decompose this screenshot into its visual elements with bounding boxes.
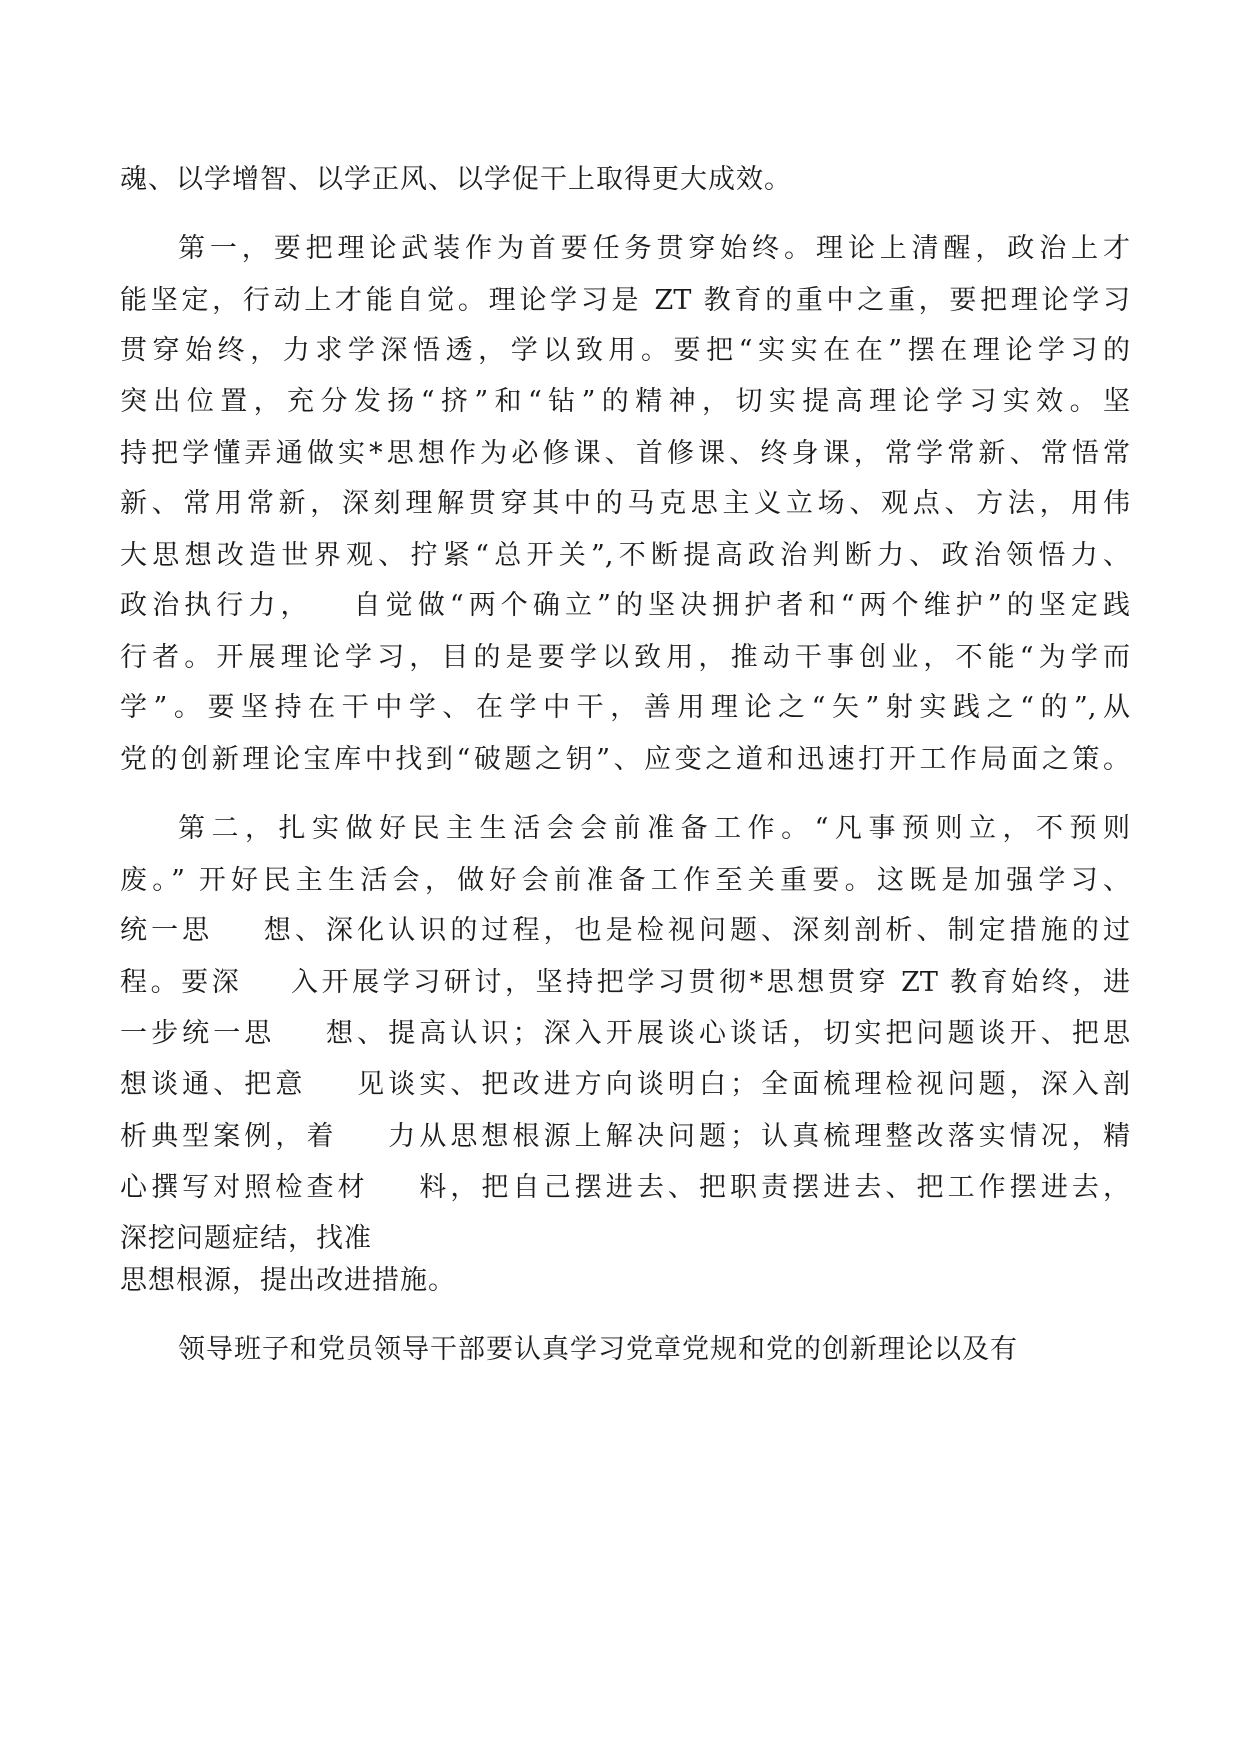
text-line: 新、常用常新，深刻理解贯穿其中的马克思主义立场、观点、方法，用伟 bbox=[120, 488, 1130, 519]
text-line: 党的创新理论宝库中找到“破题之钥”、应变之道和迅速打开工作局面之策。 bbox=[120, 744, 1130, 775]
text-line: 废。” 开好民主生活会，做好会前准备工作至关重要。这既是加强学习、 bbox=[120, 865, 1130, 896]
text-line: 突出位置，充分发扬“挤”和“钻”的精神，切实提高理论学习实效。坚 bbox=[120, 386, 1130, 417]
paragraph-2-first-line: 第二，扎实做好民主生活会会前准备工作。“凡事预则立，不预则 bbox=[178, 813, 1130, 844]
text-line: 想谈通、把意 见谈实、把改进方向谈明白；全面梳理检视问题，深入剖 bbox=[120, 1069, 1130, 1100]
text-line: 学”。要坚持在干中学、在学中干，善用理论之“矢”射实践之“的”,从 bbox=[120, 692, 1130, 723]
paragraph-3-first-line: 领导班子和党员领导干部要认真学习党章党规和党的创新理论以及有 bbox=[178, 1334, 1018, 1365]
text-line: 魂、以学增智、以学正风、以学促干上取得更大成效。 bbox=[120, 164, 792, 195]
text-line: 程。要深 入开展学习研讨，坚持把学习贯彻*思想贯穿 ZT 教育始终，进 bbox=[120, 967, 1130, 998]
text-line: 持把学懂弄通做实*思想作为必修课、首修课、终身课，常学常新、常悟常 bbox=[120, 438, 1130, 469]
text-line: 心撰写对照检查材 料，把自己摆进去、把职责摆进去、把工作摆进去， bbox=[120, 1172, 1130, 1203]
text-line: 能坚定，行动上才能自觉。理论学习是 ZT 教育的重中之重，要把理论学习 bbox=[120, 285, 1130, 316]
text-line: 深挖问题症结，找准 bbox=[120, 1223, 372, 1254]
text-line: 统一思 想、深化认识的过程，也是检视问题、深刻剖析、制定措施的过 bbox=[120, 915, 1130, 946]
paragraph-1-first-line: 第一，要把理论武装作为首要任务贯穿始终。理论上清醒，政治上才 bbox=[178, 233, 1130, 264]
text-line: 一步统一思 想、提高认识；深入开展谈心谈话，切实把问题谈开、把思 bbox=[120, 1018, 1130, 1049]
text-line: 大思想改造世界观、拧紧“总开关”,不断提高政治判断力、政治领悟力、 bbox=[120, 540, 1130, 571]
text-line: 析典型案例，着 力从思想根源上解决问题；认真梳理整改落实情况，精 bbox=[120, 1121, 1130, 1152]
text-line: 思想根源，提出改进措施。 bbox=[120, 1265, 456, 1296]
text-line: 行者。开展理论学习，目的是要学以致用，推动干事创业，不能“为学而 bbox=[120, 642, 1130, 673]
text-line: 贯穿始终，力求学深悟透，学以致用。要把“实实在在”摆在理论学习的 bbox=[120, 335, 1130, 366]
text-line: 政治执行力， 自觉做“两个确立”的坚决拥护者和“两个维护”的坚定践 bbox=[120, 590, 1130, 621]
